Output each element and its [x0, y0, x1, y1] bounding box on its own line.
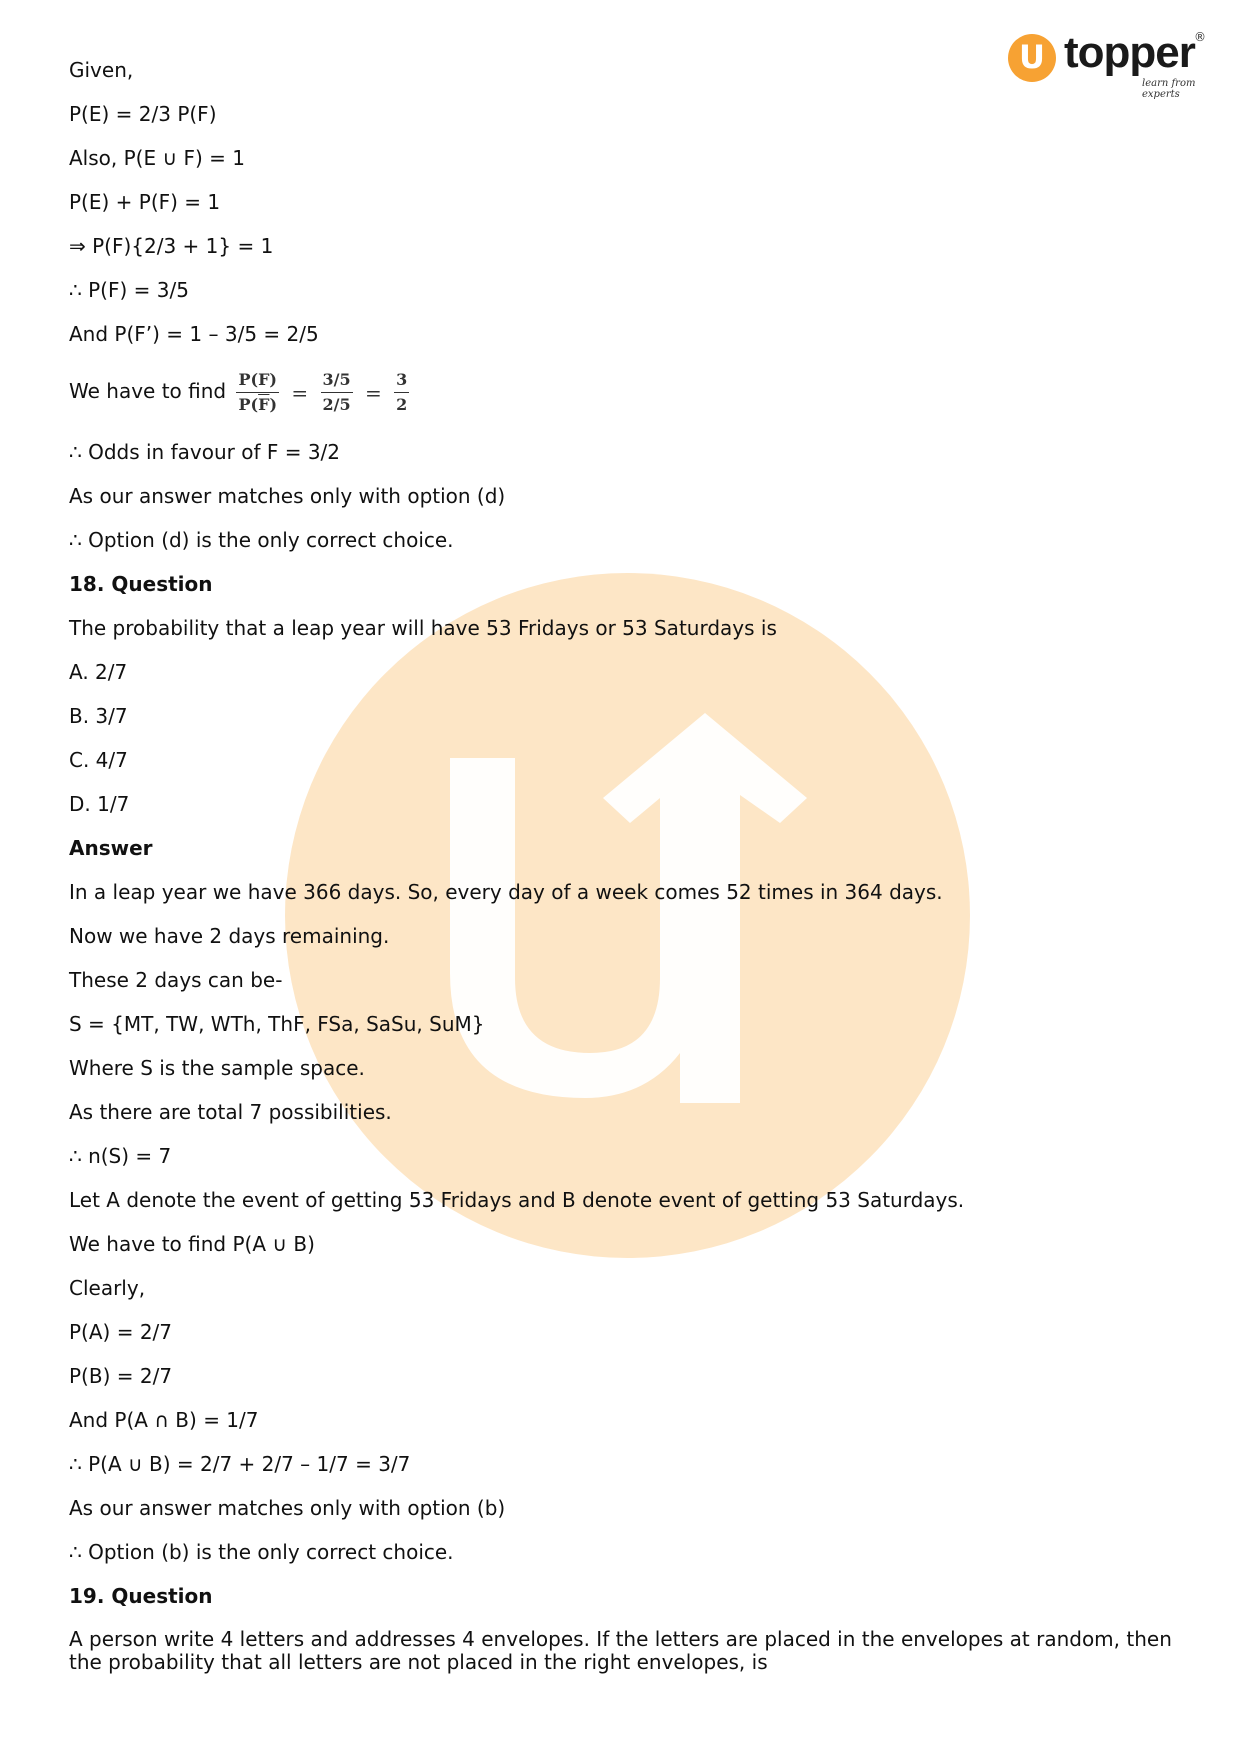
answer-line: ∴ n(S) = 7	[69, 1144, 172, 1168]
fraction-3-over-2: $\frac{3}{2}$	[396, 370, 408, 414]
answer-heading: Answer	[69, 836, 153, 860]
logo-u-icon: U	[1008, 34, 1056, 82]
text-line: P(E) + P(F) = 1	[69, 190, 221, 214]
text-line: ⇒ P(F){2/3 + 1} = 1	[69, 234, 274, 258]
text-line: As our answer matches only with option (d)	[69, 484, 506, 508]
answer-line: P(A) = 2/7	[69, 1320, 173, 1344]
find-ratio-line	[69, 368, 409, 417]
answer-line: In a leap year we have 366 days. So, every day of a week comes 52 times in 364 days.	[69, 880, 943, 904]
find-label: We have to find	[69, 379, 227, 403]
fraction-pf-over-pfbar: $\frac{P(F)}{P(\overline{F})}$	[238, 370, 278, 414]
text-line: ∴ Option (d) is the only correct choice.	[69, 528, 454, 552]
question-heading: 19. Question	[69, 1584, 213, 1608]
answer-line: We have to find P(A ∪ B)	[69, 1232, 315, 1256]
answer-line: As there are total 7 possibilities.	[69, 1100, 392, 1124]
equals-sign: =	[291, 380, 309, 405]
answer-line: Where S is the sample space.	[69, 1056, 365, 1080]
watermark-logo	[285, 573, 970, 1258]
logo-tagline: learn from experts	[1142, 78, 1196, 100]
topper-logo	[1008, 28, 1208, 98]
answer-line: Let A denote the event of getting 53 Fridays and B denote event of getting 53 Saturdays.	[69, 1188, 965, 1212]
ratio-expression	[236, 368, 409, 417]
logo-registered-mark: ®	[1194, 30, 1206, 44]
logo-wordmark: topper	[1064, 28, 1195, 77]
option-c: C. 4/7	[69, 748, 128, 772]
question-text: A person write 4 letters and addresses 4 envelopes. If the letters are placed in the envelopes at random, then the probability that all letters are not placed in the right envelopes, is	[69, 1627, 1172, 1674]
answer-line: As our answer matches only with option (b)	[69, 1496, 506, 1520]
text-line: ∴ Odds in favour of F = 3/2	[69, 440, 341, 464]
text-line: Given,	[69, 58, 134, 82]
answer-line: ∴ Option (b) is the only correct choice.	[69, 1540, 454, 1564]
text-line: Also, P(E ∪ F) = 1	[69, 146, 245, 170]
answer-line: S = {MT, TW, WTh, ThF, FSa, SaSu, SuM}	[69, 1012, 485, 1036]
text-line: P(E) = 2/3 P(F)	[69, 102, 217, 126]
watermark-u-arrow-icon	[285, 573, 970, 1258]
question-heading: 18. Question	[69, 572, 213, 596]
option-b: B. 3/7	[69, 704, 128, 728]
answer-line: ∴ P(A ∪ B) = 2/7 + 2/7 – 1/7 = 3/7	[69, 1452, 411, 1476]
text-line: ∴ P(F) = 3/5	[69, 278, 189, 302]
answer-line: And P(A ∩ B) = 1/7	[69, 1408, 259, 1432]
text-line: And P(F’) = 1 – 3/5 = 2/5	[69, 322, 319, 346]
answer-line: P(B) = 2/7	[69, 1364, 173, 1388]
answer-line: These 2 days can be-	[69, 968, 283, 992]
option-d: D. 1/7	[69, 792, 130, 816]
question-text: The probability that a leap year will have 53 Fridays or 53 Saturdays is	[69, 616, 777, 640]
equals-sign: =	[364, 380, 382, 405]
answer-line: Now we have 2 days remaining.	[69, 924, 390, 948]
fraction-35-over-25: $\frac{3/5}{2/5}$	[322, 370, 351, 414]
option-a: A. 2/7	[69, 660, 128, 684]
answer-line: Clearly,	[69, 1276, 146, 1300]
